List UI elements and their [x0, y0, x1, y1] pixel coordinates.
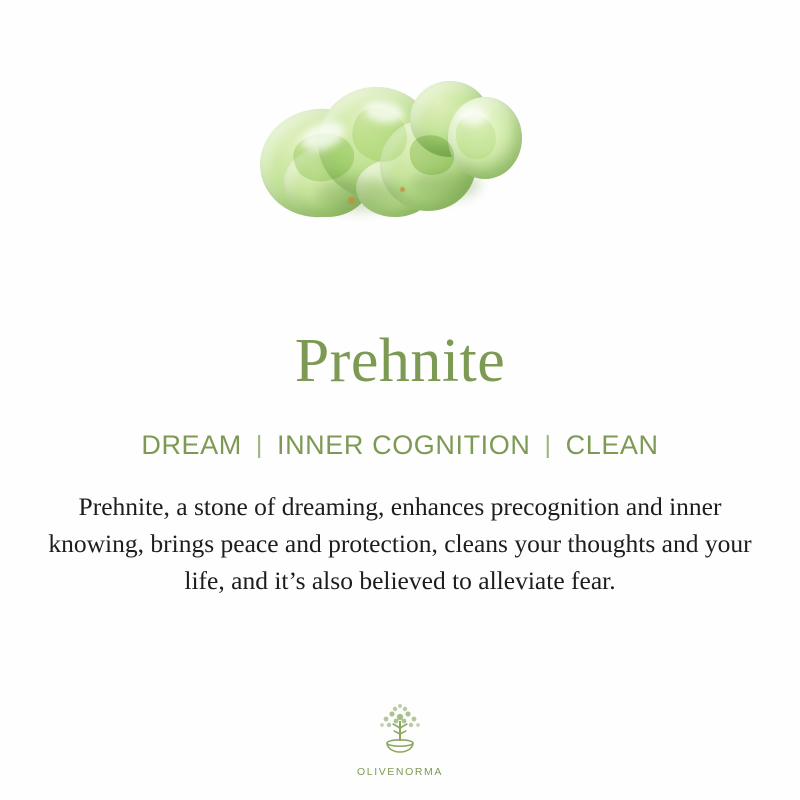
stone-highlight — [458, 107, 488, 125]
keyword-list — [141, 430, 658, 461]
stone-inclusion-speck — [400, 187, 405, 192]
stone-inclusion-speck — [348, 197, 355, 204]
brand-logo — [0, 697, 800, 778]
brand-name: OLIVENORMA — [356, 766, 443, 778]
stone-shadow — [316, 179, 402, 211]
keyword-clean: CLEAN — [565, 430, 659, 460]
keyword-separator: | — [255, 431, 263, 459]
stone-shadow — [410, 171, 480, 199]
stone-description: Prehnite, a stone of dreaming, enhances precognition and inner knowing, brings peace and protection, cleans your thoughts and your life, and it’s also believed to alleviate fear. — [48, 492, 752, 595]
keyword-separator: | — [544, 431, 552, 459]
stone-image-area — [0, 0, 800, 330]
stone-title: Prehnite — [294, 327, 506, 395]
tree-of-life-icon — [369, 697, 431, 764]
keyword-dream: DREAM — [141, 430, 242, 460]
keyword-inner-cognition: INNER COGNITION — [276, 430, 531, 460]
prehnite-stone-image — [260, 75, 540, 235]
